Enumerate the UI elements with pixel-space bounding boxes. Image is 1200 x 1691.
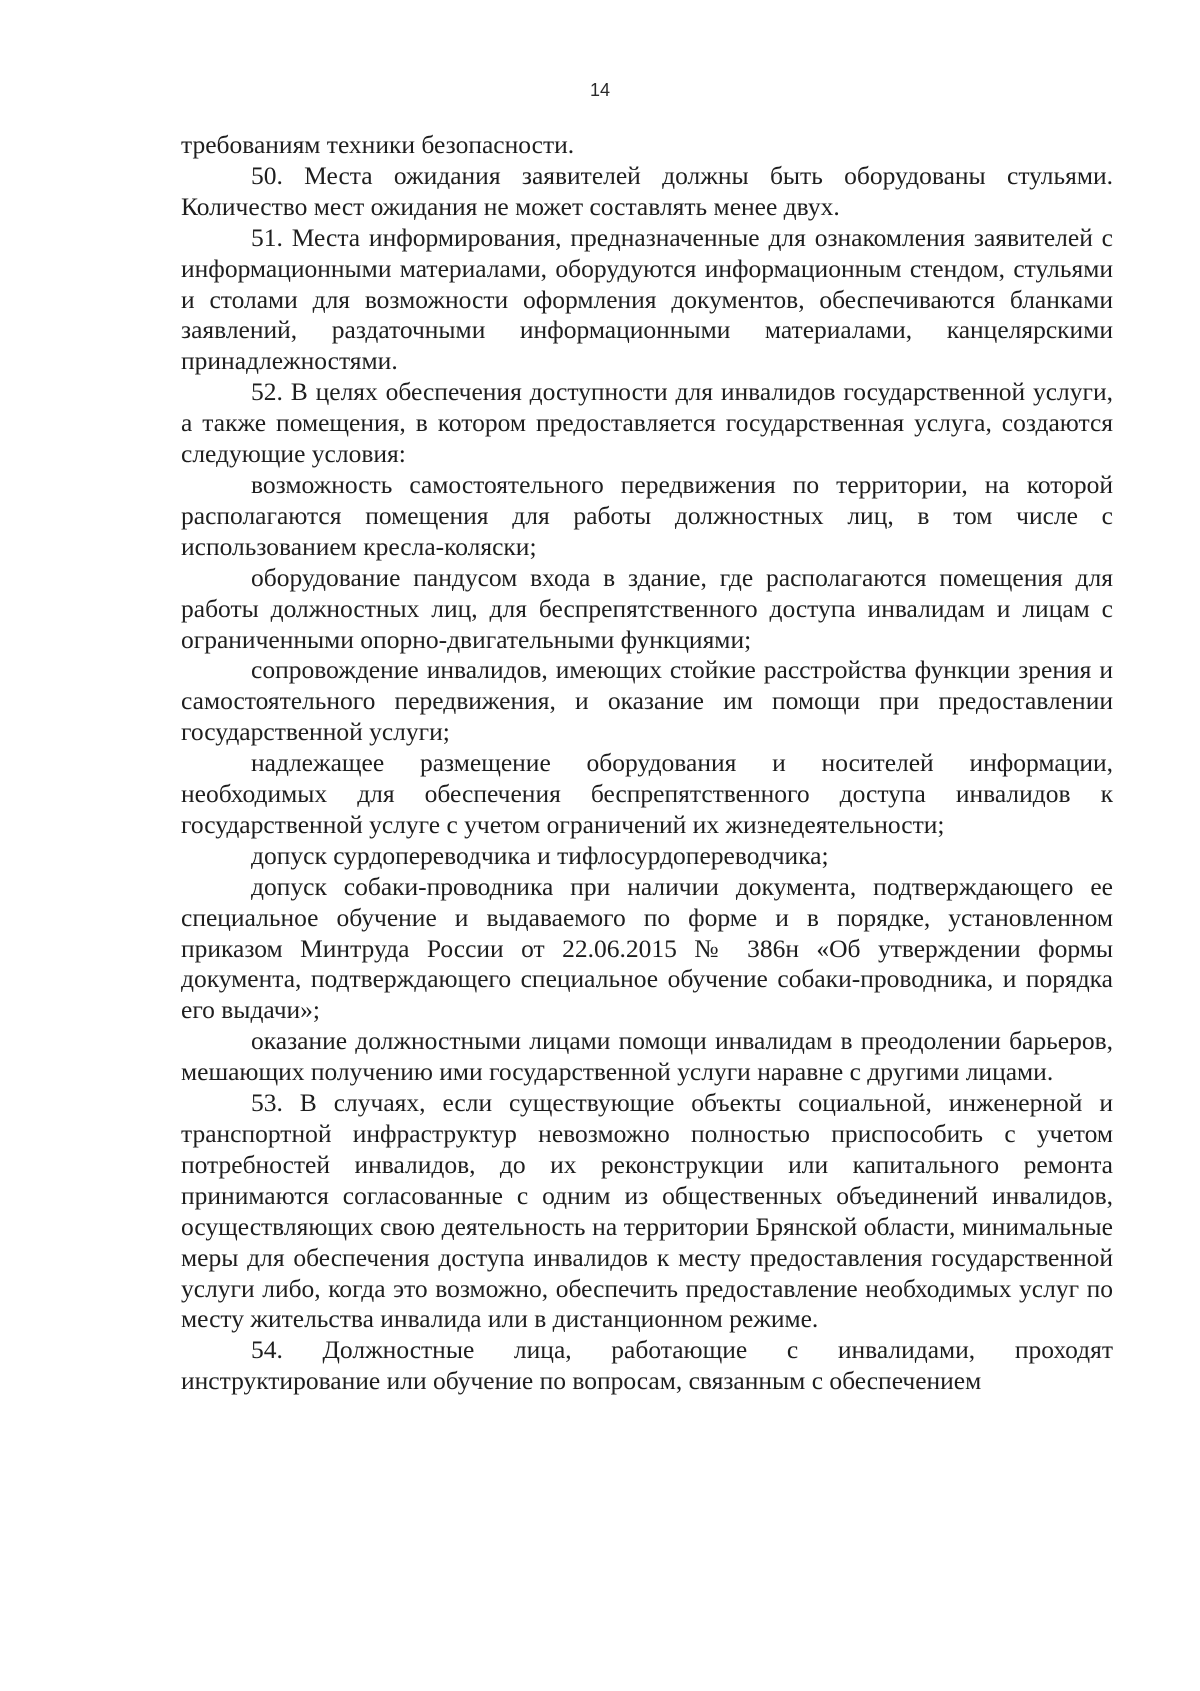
condition-ramp: оборудование пандусом входа в здание, где располагаются помещения для работы должностных лиц, для беспрепятственного доступа инвалидам и лицам с ограниченными опорно-двигательными функциями; (181, 562, 1113, 654)
paragraph-52: 52. В целях обеспечения доступности для инвалидов государственной услуги, а также помещения, в котором предоставляется государственная услуга, создаются следующие условия: (181, 377, 1113, 469)
condition-movement: возможность самостоятельного передвижения по территории, на которой располагаются помещения для работы должностных лиц, в том числе с использованием кресла-коляски; (181, 469, 1113, 561)
page-number: 14 (589, 80, 611, 100)
paragraph-51: 51. Места информирования, предназначенные для ознакомления заявителей с информационными материалами, оборудуются информационным стендом, стульями и столами для возможности оформления документов, обеспечиваются бланками заявлений, раздаточными информационными материалами, канцелярскими принадлежностями. (181, 222, 1113, 376)
condition-interpreter-admission: допуск сурдопереводчика и тифлосурдопереводчика; (251, 840, 829, 870)
condition-guide-dog: допуск собаки-проводника при наличии документа, подтверждающего ее специальное обучение и выдаваемого по форме и в порядке, установленном приказом Минтруда России от 22.06.2015 № 386н «Об утверждении формы документа, подтверждающего специальное обучение собаки-проводника, и порядка его выдачи»; (181, 871, 1113, 1025)
condition-staff-assistance: оказание должностными лицами помощи инвалидам в преодолении барьеров, мешающих получению ими государственной услуги наравне с другими лицами. (181, 1026, 1113, 1087)
paragraph-continuation: требованиям техники безопасности. (181, 130, 575, 159)
paragraph-54: 54. Должностные лица, работающие с инвалидами, проходят инструктирование или обучение по вопросам, связанным с обеспечением (181, 1335, 1113, 1396)
condition-equipment-placement: надлежащее размещение оборудования и носителей информации, необходимых для обеспечения беспрепятственного доступа инвалидов к государственной услуге с учетом ограничений их жизнедеятельности; (181, 748, 1113, 839)
condition-escort: сопровождение инвалидов, имеющих стойкие расстройства функции зрения и самостоятельного передвижения, и оказание им помощи при предоставлении государственной услуги; (181, 655, 1113, 747)
document-body (181, 130, 1113, 1397)
paragraph-50: 50. Места ожидания заявителей должны быть оборудованы стульями. Количество мест ожидания не может составлять менее двух. (181, 160, 1113, 221)
paragraph-53: 53. В случаях, если существующие объекты социальной, инженерной и транспортной инфраструктур невозможно полностью приспособить с учетом потребностей инвалидов, до их реконструкции или капитального ремонта принимаются согласованные с одним из общественных объединений инвалидов, осуществляющих свою деятельность на территории Брянской области, минимальные меры для обеспечения доступа инвалидов к месту предоставления государственной услуги либо, когда это возможно, обеспечить предоставление необходимых услуг по месту жительства инвалида или в дистанционном режиме. (181, 1088, 1113, 1334)
